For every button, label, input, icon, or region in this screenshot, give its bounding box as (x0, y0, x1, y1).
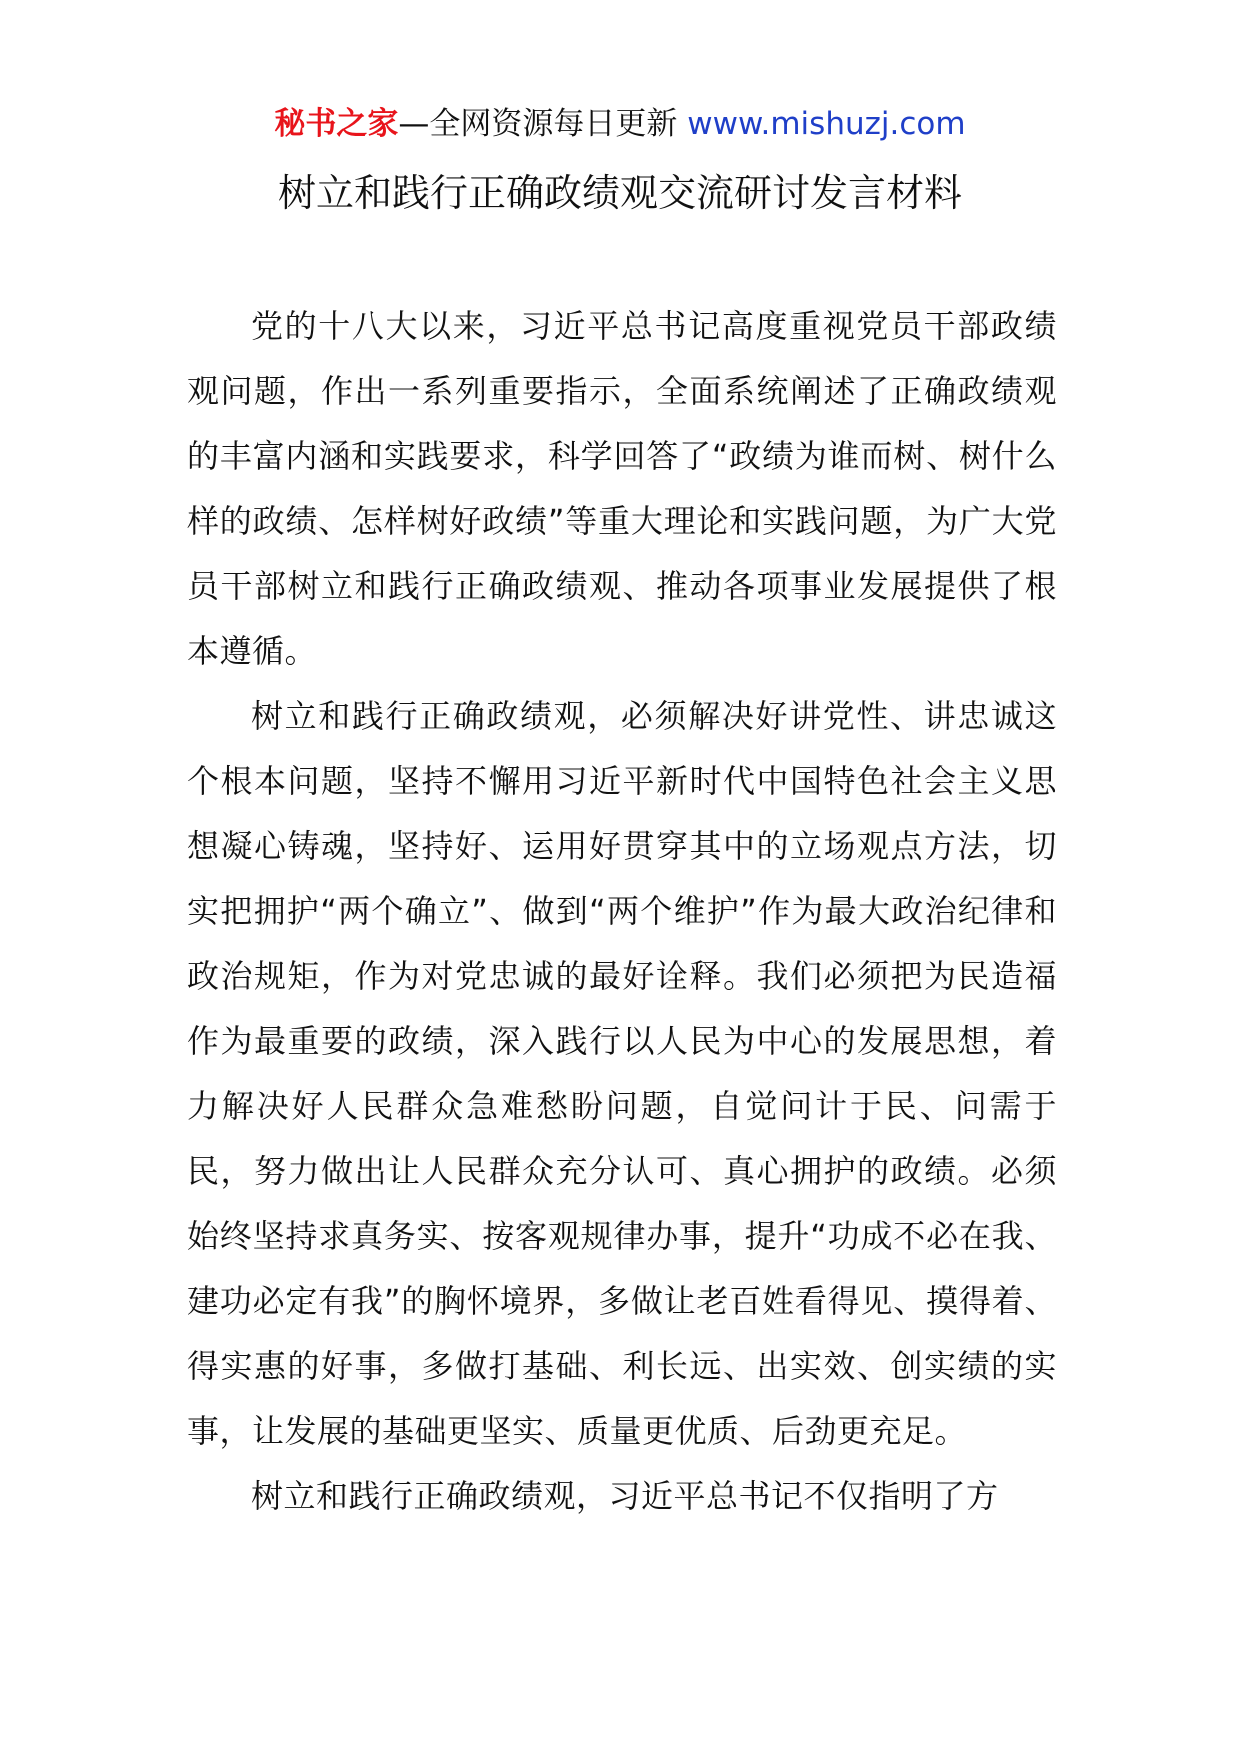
header-tagline: —全网资源每日更新 (398, 106, 688, 142)
paragraph-3: 树立和践行正确政绩观，习近平总书记不仅指明了方 (251, 1477, 999, 1515)
paragraph-1: 党的十八大以来，习近平总书记高度重视党员干部政绩观问题，作出一系列重要指示，全面系统阐述了正确政绩观的丰富内涵和实践要求，科学回答了“政绩为谁而树、树什么样的政绩、怎样树好政绩”等重大理论和实践问题，为广大党员干部树立和践行正确政绩观、推动各项事业发展提供了根本遵循。 (187, 307, 1057, 670)
site-header (0, 104, 1240, 144)
document-title: 树立和践行正确政绩观交流研讨发言材料 (277, 171, 962, 215)
brand-name: 秘书之家 (274, 106, 399, 142)
site-url-link[interactable]: www.mishuzj.com (687, 106, 966, 142)
document-body (187, 294, 1057, 1529)
paragraph-2: 树立和践行正确政绩观，必须解决好讲党性、讲忠诚这个根本问题，坚持不懈用习近平新时代中国特色社会主义思想凝心铸魂，坚持好、运用好贯穿其中的立场观点方法，切实把拥护“两个确立”、做到“两个维护”作为最大政治纪律和政治规矩，作为对党忠诚的最好诠释。我们必须把为民造福作为最重要的政绩，深入践行以人民为中心的发展思想，着力解决好人民群众急难愁盼问题，自觉问计于民、问需于民，努力做出让人民群众充分认可、真心拥护的政绩。必须始终坚持求真务实、按客观规律办事，提升“功成不必在我、建功必定有我”的胸怀境界，多做让老百姓看得见、摸得着、得实惠的好事，多做打基础、利长远、出实效、创实绩的实事，让发展的基础更坚实、质量更优质、后劲更充足。 (187, 697, 1057, 1450)
